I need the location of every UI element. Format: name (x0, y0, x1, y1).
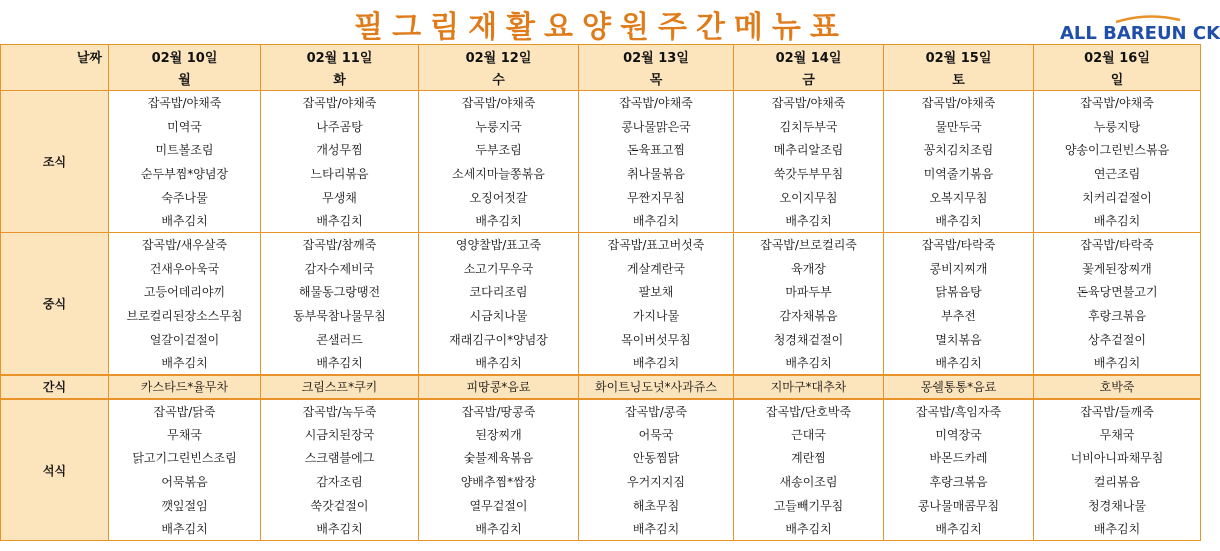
menu-item: 쑥갓겉절이 (261, 494, 419, 518)
snack-item: 크림스프*쿠키 (261, 375, 419, 399)
menu-item: 깻잎절임 (109, 494, 261, 518)
day-weekday: 금 (734, 68, 884, 91)
day-date: 02월 13일 (579, 45, 734, 68)
menu-item: 잡곡밥/참깨죽 (261, 233, 419, 257)
menu-item: 쑥갓두부무침 (734, 162, 884, 186)
snack-row (1, 375, 1201, 399)
menu-item: 미역장국 (884, 422, 1034, 446)
menu-item: 나주곰탕 (261, 114, 419, 138)
menu-item: 배추김치 (261, 209, 419, 233)
menu-item: 감자채볶음 (734, 304, 884, 328)
brand-logo-text: ALL BAREUN CK (1060, 23, 1220, 44)
meal-row (1, 446, 1201, 470)
menu-item: 육개장 (734, 256, 884, 280)
menu-item: 청경채겉절이 (734, 327, 884, 351)
menu-item: 잡곡밥/새우살죽 (109, 233, 261, 257)
weekly-menu-table (0, 44, 1201, 541)
menu-item: 돈육표고찜 (579, 138, 734, 162)
meal-row (1, 399, 1201, 423)
menu-item: 닭고기그린빈스조림 (109, 446, 261, 470)
menu-item: 취나물볶음 (579, 162, 734, 186)
menu-item: 배추김치 (109, 351, 261, 375)
menu-item: 동부묵참나물무침 (261, 304, 419, 328)
menu-item: 목이버섯무침 (579, 327, 734, 351)
menu-item: 부추전 (884, 304, 1034, 328)
menu-item: 배추김치 (734, 209, 884, 233)
menu-item: 멸치볶음 (884, 327, 1034, 351)
menu-item: 해물동그랑땡전 (261, 280, 419, 304)
menu-item: 어묵국 (579, 422, 734, 446)
day-weekday: 화 (261, 68, 419, 91)
menu-item: 해초무침 (579, 494, 734, 518)
menu-item: 배추김치 (261, 351, 419, 375)
menu-item: 양배추찜*쌈장 (419, 470, 579, 494)
meal-row (1, 304, 1201, 328)
menu-item: 누룽지국 (419, 114, 579, 138)
menu-item: 배추김치 (1034, 209, 1201, 233)
meal-row (1, 233, 1201, 257)
snack-item: 몽쉘통통*음료 (884, 375, 1034, 399)
page-title: 필그림재활요양원주간메뉴표 (354, 10, 848, 45)
meal-row (1, 162, 1201, 186)
title-bar (0, 0, 1220, 45)
meal-row (1, 91, 1201, 115)
day-date: 02월 16일 (1034, 45, 1201, 68)
menu-item: 무생채 (261, 185, 419, 209)
menu-item: 고등어데리야끼 (109, 280, 261, 304)
menu-item: 미트볼조림 (109, 138, 261, 162)
meal-row (1, 327, 1201, 351)
menu-item: 청경채나물 (1034, 494, 1201, 518)
menu-item: 마파두부 (734, 280, 884, 304)
menu-item: 소고기무우국 (419, 256, 579, 280)
menu-item: 배추김치 (734, 351, 884, 375)
day-weekday: 수 (419, 68, 579, 91)
menu-item: 잡곡밥/야채죽 (261, 91, 419, 115)
day-weekday: 토 (884, 68, 1034, 91)
menu-item: 된장찌개 (419, 422, 579, 446)
menu-item: 순두부찜*양념장 (109, 162, 261, 186)
menu-item: 감자수제비국 (261, 256, 419, 280)
menu-item: 잡곡밥/흑임자죽 (884, 399, 1034, 423)
snack-item: 화이트닝도넛*사과쥬스 (579, 375, 734, 399)
meal-row (1, 185, 1201, 209)
menu-item: 잡곡밥/야채죽 (109, 91, 261, 115)
menu-item: 시금치된장국 (261, 422, 419, 446)
menu-item: 팔보채 (579, 280, 734, 304)
footer-strip (0, 543, 1202, 551)
menu-item: 오징어젓갈 (419, 185, 579, 209)
day-weekday: 월 (109, 68, 261, 91)
menu-item: 배추김치 (1034, 351, 1201, 375)
menu-item: 무채국 (1034, 422, 1201, 446)
menu-item: 물만두국 (884, 114, 1034, 138)
menu-item: 배추김치 (579, 351, 734, 375)
menu-item: 후랑크볶음 (1034, 304, 1201, 328)
menu-item: 열무겉절이 (419, 494, 579, 518)
menu-item: 감자조림 (261, 470, 419, 494)
menu-item: 잡곡밥/야채죽 (419, 91, 579, 115)
menu-item: 계란찜 (734, 446, 884, 470)
date-label: 날짜 (1, 45, 109, 68)
menu-item: 바몬드카레 (884, 446, 1034, 470)
menu-item: 배추김치 (1034, 517, 1201, 541)
menu-item: 두부조림 (419, 138, 579, 162)
meal-row (1, 209, 1201, 233)
menu-item: 배추김치 (884, 517, 1034, 541)
day-weekday: 일 (1034, 68, 1201, 91)
menu-item: 잡곡밥/녹두죽 (261, 399, 419, 423)
menu-item: 콩나물맑은국 (579, 114, 734, 138)
day-date: 02월 14일 (734, 45, 884, 68)
meal-row (1, 494, 1201, 518)
menu-item: 너비아니파채무침 (1034, 446, 1201, 470)
meal-label-dinner: 석식 (1, 399, 109, 541)
menu-item: 양송이그린빈스볶음 (1034, 138, 1201, 162)
menu-item: 영양찰밥/표고죽 (419, 233, 579, 257)
menu-item: 숯불제육볶음 (419, 446, 579, 470)
menu-item: 숙주나물 (109, 185, 261, 209)
meal-label-lunch: 중식 (1, 233, 109, 375)
menu-item: 상추겉절이 (1034, 327, 1201, 351)
menu-item: 후랑크볶음 (884, 470, 1034, 494)
menu-item: 돈육당면불고기 (1034, 280, 1201, 304)
menu-item: 김치두부국 (734, 114, 884, 138)
menu-item: 배추김치 (261, 517, 419, 541)
menu-item: 배추김치 (419, 517, 579, 541)
menu-item: 잡곡밥/콩죽 (579, 399, 734, 423)
menu-item: 고들빼기무침 (734, 494, 884, 518)
corner-empty (1, 68, 109, 91)
menu-body (1, 91, 1201, 541)
snack-item: 카스타드*율무차 (109, 375, 261, 399)
menu-item: 근대국 (734, 422, 884, 446)
menu-item: 게살계란국 (579, 256, 734, 280)
day-date: 02월 11일 (261, 45, 419, 68)
menu-item: 오복지무침 (884, 185, 1034, 209)
menu-item: 잡곡밥/들깨죽 (1034, 399, 1201, 423)
menu-item: 재래김구이*양념장 (419, 327, 579, 351)
menu-item: 누룽지탕 (1034, 114, 1201, 138)
menu-item: 잡곡밥/타락죽 (1034, 233, 1201, 257)
menu-item: 개성무찜 (261, 138, 419, 162)
menu-item: 배추김치 (419, 209, 579, 233)
meal-row (1, 256, 1201, 280)
menu-item: 미역줄기볶음 (884, 162, 1034, 186)
meal-row (1, 351, 1201, 375)
menu-item: 연근조림 (1034, 162, 1201, 186)
menu-item: 코다리조림 (419, 280, 579, 304)
menu-item: 배추김치 (884, 209, 1034, 233)
snack-item: 지마구*대추차 (734, 375, 884, 399)
menu-item: 잡곡밥/야채죽 (884, 91, 1034, 115)
snack-item: 피땅콩*음료 (419, 375, 579, 399)
menu-item: 꽁치김치조림 (884, 138, 1034, 162)
menu-item: 배추김치 (419, 351, 579, 375)
menu-item: 잡곡밥/표고버섯죽 (579, 233, 734, 257)
meal-row (1, 517, 1201, 541)
header-weekday-row (1, 68, 1201, 91)
menu-item: 오이지무침 (734, 185, 884, 209)
day-weekday: 목 (579, 68, 734, 91)
menu-item: 치커리겉절이 (1034, 185, 1201, 209)
menu-item: 잡곡밥/브로컬리죽 (734, 233, 884, 257)
day-date: 02월 15일 (884, 45, 1034, 68)
meal-label-breakfast: 조식 (1, 91, 109, 233)
meal-row (1, 114, 1201, 138)
menu-item: 배추김치 (734, 517, 884, 541)
menu-item: 배추김치 (884, 351, 1034, 375)
menu-item: 잡곡밥/타락죽 (884, 233, 1034, 257)
menu-item: 콘샐러드 (261, 327, 419, 351)
snack-item: 호박죽 (1034, 375, 1201, 399)
menu-item: 컬리볶음 (1034, 470, 1201, 494)
menu-item: 느타리볶음 (261, 162, 419, 186)
menu-item: 잡곡밥/땅콩죽 (419, 399, 579, 423)
header-date-row (1, 45, 1201, 68)
menu-item: 가지나물 (579, 304, 734, 328)
menu-item: 새송이조림 (734, 470, 884, 494)
menu-item: 어묵볶음 (109, 470, 261, 494)
menu-item: 스크램블에그 (261, 446, 419, 470)
menu-item: 배추김치 (579, 209, 734, 233)
meal-label-snack: 간식 (1, 375, 109, 399)
menu-item: 잡곡밥/닭죽 (109, 399, 261, 423)
menu-item: 메추리알조림 (734, 138, 884, 162)
menu-item: 배추김치 (109, 209, 261, 233)
meal-row (1, 470, 1201, 494)
menu-item: 무짠지무침 (579, 185, 734, 209)
menu-item: 잡곡밥/야채죽 (579, 91, 734, 115)
menu-item: 소세지마늘쫑볶음 (419, 162, 579, 186)
menu-item: 배추김치 (109, 517, 261, 541)
menu-item: 시금치나물 (419, 304, 579, 328)
menu-item: 배추김치 (579, 517, 734, 541)
menu-item: 무채국 (109, 422, 261, 446)
menu-item: 건새우아욱국 (109, 256, 261, 280)
day-date: 02월 12일 (419, 45, 579, 68)
meal-row (1, 422, 1201, 446)
meal-row (1, 280, 1201, 304)
menu-item: 잡곡밥/단호박죽 (734, 399, 884, 423)
day-date: 02월 10일 (109, 45, 261, 68)
menu-item: 우거지지짐 (579, 470, 734, 494)
menu-item: 닭볶음탕 (884, 280, 1034, 304)
menu-item: 잡곡밥/야채죽 (734, 91, 884, 115)
meal-row (1, 138, 1201, 162)
menu-item: 미역국 (109, 114, 261, 138)
menu-item: 잡곡밥/야채죽 (1034, 91, 1201, 115)
menu-item: 꽃게된장찌개 (1034, 256, 1201, 280)
menu-item: 브로컬리된장소스무침 (109, 304, 261, 328)
menu-item: 콩비지찌개 (884, 256, 1034, 280)
menu-item: 얼갈이겉절이 (109, 327, 261, 351)
brand-logo (1060, 18, 1220, 44)
menu-item: 안동찜닭 (579, 446, 734, 470)
menu-item: 콩나물매콤무침 (884, 494, 1034, 518)
